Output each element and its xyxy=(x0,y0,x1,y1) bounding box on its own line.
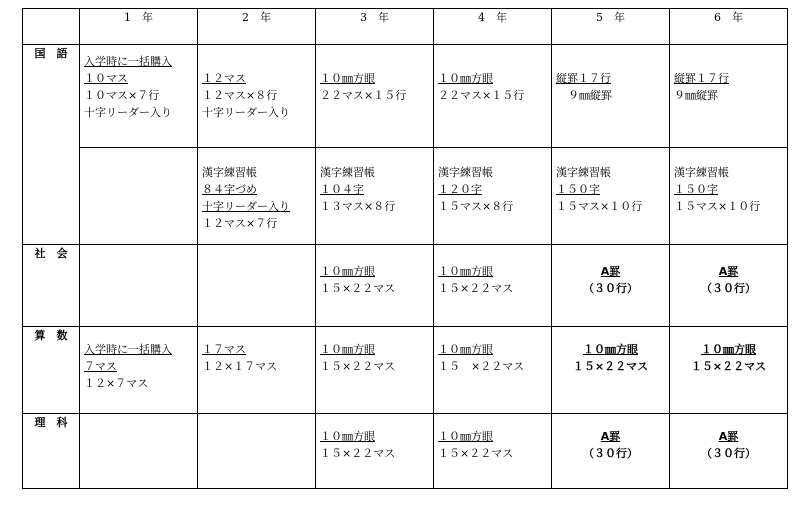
shakai-row xyxy=(23,245,788,327)
kokugo-g2 xyxy=(198,45,316,148)
rika-g6 xyxy=(670,414,788,489)
kokugo-kanji-g4-line2: １２０字 xyxy=(438,183,482,196)
sansu-g1 xyxy=(80,327,198,414)
shakai-g1 xyxy=(80,245,198,327)
header-grade-5: 5 年 xyxy=(552,9,670,45)
header-grade-4: 4 年 xyxy=(434,9,552,45)
kokugo-g6 xyxy=(670,45,788,148)
kokugo-kanji-g4-line3: １５マス×８行 xyxy=(438,200,514,213)
kokugo-g5-line2: ９㎜縦罫 xyxy=(568,89,612,102)
subject-kokugo: 国 語 xyxy=(23,45,80,245)
kokugo-kanji-g6-line3: １５マス×１０行 xyxy=(674,200,761,213)
subject-shakai: 社 会 xyxy=(23,245,80,327)
rika-g5-line2: （３０行） xyxy=(583,447,638,460)
shakai-g3-line1: １０㎜方眼 xyxy=(320,265,375,278)
kokugo-kanji-g2-line1: 漢字練習帳 xyxy=(202,166,257,179)
kokugo-g2-line3: 十字リーダー入り xyxy=(202,106,290,119)
sansu-g6-line1: １０㎜方眼 xyxy=(701,343,756,356)
corner-cell xyxy=(23,9,80,45)
kokugo-g1-line3: １０マス×７行 xyxy=(84,89,160,102)
kokugo-g4-line2: ２２マス×１５行 xyxy=(438,89,525,102)
shakai-g4-line1: １０㎜方眼 xyxy=(438,265,493,278)
shakai-g3-line2: １５×２２マス xyxy=(320,282,396,295)
shakai-g6-line2: （３０行） xyxy=(701,282,756,295)
kokugo-kanji-g5 xyxy=(552,148,670,245)
sansu-g6-line2: １５×２２マス xyxy=(690,360,767,373)
shakai-g5 xyxy=(552,245,670,327)
kokugo-kanji-g6-line1: 漢字練習帳 xyxy=(674,166,729,179)
sansu-g2 xyxy=(198,327,316,414)
sansu-g5 xyxy=(552,327,670,414)
rika-g4-line1: １０㎜方眼 xyxy=(438,430,493,443)
sansu-g1-line3: １２×７マス xyxy=(84,377,149,390)
shakai-g2 xyxy=(198,245,316,327)
kokugo-kanji-g2 xyxy=(198,148,316,245)
kokugo-kanji-g4 xyxy=(434,148,552,245)
header-grade-3: 3 年 xyxy=(316,9,434,45)
kokugo-kanji-g3-line2: １０４字 xyxy=(320,183,364,196)
sansu-g1-line1: 入学時に一括購入 xyxy=(84,343,172,356)
sansu-g1-line2: ７マス xyxy=(84,360,117,373)
shakai-g4-line2: １５×２２マス xyxy=(438,282,514,295)
shakai-g6-line1: A罫 xyxy=(718,265,739,278)
kokugo-kanji-g2-line2: ８４字づめ xyxy=(202,183,257,196)
kokugo-kanji-g2-line4: １２マス×７行 xyxy=(202,217,278,230)
kokugo-kanji-g2-line3: 十字リーダー入り xyxy=(202,200,290,213)
rika-g5 xyxy=(552,414,670,489)
sansu-g2-line2: １２×１７マス xyxy=(202,360,278,373)
header-grade-1: 1 年 xyxy=(80,9,198,45)
kokugo-kanji-g4-line1: 漢字練習帳 xyxy=(438,166,493,179)
shakai-g5-line2: （３０行） xyxy=(583,282,638,295)
header-row xyxy=(23,9,788,45)
kokugo-kanji-g5-line1: 漢字練習帳 xyxy=(556,166,611,179)
sansu-g3 xyxy=(316,327,434,414)
kokugo-g1 xyxy=(80,45,198,148)
kokugo-kanji-g3-line1: 漢字練習帳 xyxy=(320,166,375,179)
sansu-g5-line1: １０㎜方眼 xyxy=(583,343,638,356)
rika-g3-line2: １５×２２マス xyxy=(320,447,396,460)
sansu-g5-line2: １５×２２マス xyxy=(572,360,649,373)
rika-g1 xyxy=(80,414,198,489)
kokugo-kanji-g6-line2: １５０字 xyxy=(674,183,718,196)
kokugo-kanji-g3 xyxy=(316,148,434,245)
sansu-g4-line1: １０㎜方眼 xyxy=(438,343,493,356)
sansu-g3-line1: １０㎜方眼 xyxy=(320,343,375,356)
shakai-g6 xyxy=(670,245,788,327)
kokugo-row-bottom xyxy=(23,148,788,245)
kokugo-g4-line1: １０㎜方眼 xyxy=(438,72,493,85)
sansu-g4-line2: １５ ×２２マス xyxy=(438,360,525,373)
header-grade-6: 6 年 xyxy=(670,9,788,45)
kokugo-g2-line1: １２マス xyxy=(202,72,246,85)
shakai-g5-line1: A罫 xyxy=(600,265,621,278)
kokugo-g3 xyxy=(316,45,434,148)
subject-sansu: 算 数 xyxy=(23,327,80,414)
kokugo-kanji-g5-line2: １５０字 xyxy=(556,183,600,196)
sansu-g4 xyxy=(434,327,552,414)
subject-rika: 理 科 xyxy=(23,414,80,489)
kokugo-kanji-g1 xyxy=(80,148,198,245)
kokugo-g1-line2: １０マス xyxy=(84,72,128,85)
kokugo-row-top xyxy=(23,45,788,148)
sansu-row xyxy=(23,327,788,414)
kokugo-kanji-g6 xyxy=(670,148,788,245)
rika-g2 xyxy=(198,414,316,489)
rika-g4-line2: １５×２２マス xyxy=(438,447,514,460)
rika-g4 xyxy=(434,414,552,489)
kokugo-g2-line2: １２マス×８行 xyxy=(202,89,278,102)
kokugo-g4 xyxy=(434,45,552,148)
sansu-g2-line1: １７マス xyxy=(202,343,246,356)
kokugo-kanji-g3-line3: １３マス×８行 xyxy=(320,200,396,213)
kokugo-kanji-g5-line3: １５マス×１０行 xyxy=(556,200,643,213)
rika-g6-line1: A罫 xyxy=(718,430,739,443)
notebook-table xyxy=(22,8,788,489)
kokugo-g5 xyxy=(552,45,670,148)
kokugo-g5-line1: 縦罫１７行 xyxy=(556,72,611,85)
rika-g3 xyxy=(316,414,434,489)
kokugo-g3-line2: ２２マス×１５行 xyxy=(320,89,407,102)
kokugo-g3-line1: １０㎜方眼 xyxy=(320,72,375,85)
shakai-g3 xyxy=(316,245,434,327)
rika-row xyxy=(23,414,788,489)
kokugo-g1-line1: 入学時に一括購入 xyxy=(84,55,172,68)
sansu-g3-line2: １５×２２マス xyxy=(320,360,396,373)
kokugo-g6-line2: ９㎜縦罫 xyxy=(674,89,718,102)
header-grade-2: 2 年 xyxy=(198,9,316,45)
rika-g6-line2: （３０行） xyxy=(701,447,756,460)
sansu-g6 xyxy=(670,327,788,414)
shakai-g4 xyxy=(434,245,552,327)
rika-g5-line1: A罫 xyxy=(600,430,621,443)
kokugo-g6-line1: 縦罫１７行 xyxy=(674,72,729,85)
rika-g3-line1: １０㎜方眼 xyxy=(320,430,375,443)
kokugo-g1-line4: 十字リーダー入り xyxy=(84,106,172,119)
